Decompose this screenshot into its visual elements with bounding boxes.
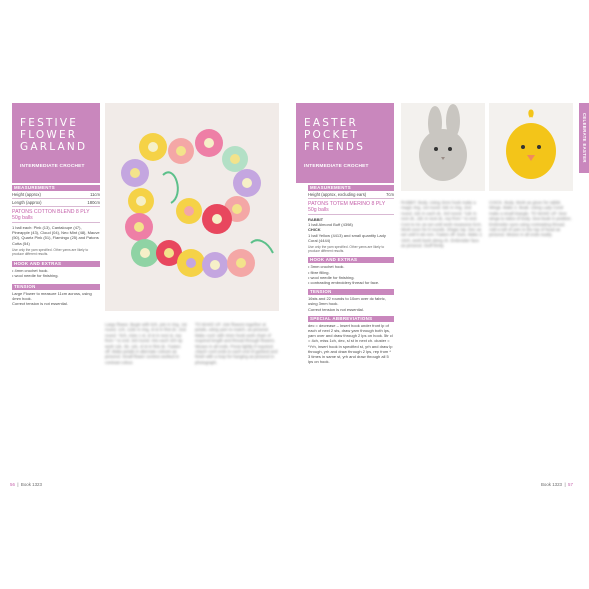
right-title-line-1: EASTER xyxy=(304,117,359,129)
left-needles-heading: HOOK AND EXTRAS xyxy=(12,261,100,267)
needle-text: 4mm crochet hook. xyxy=(14,268,49,274)
side-tab: CELEBRATE EASTER xyxy=(579,103,589,173)
rabbit-yarn: 1 ball Almond Buff (4398) xyxy=(308,222,353,228)
right-needle-item: • fibre filling. xyxy=(308,269,330,275)
rabbit-photo xyxy=(401,103,485,191)
right-tension-heading: TENSION xyxy=(308,289,394,295)
abbreviations-heading: SPECIAL ABBREVIATIONS xyxy=(308,316,394,322)
right-title-line-2: POCKET xyxy=(304,129,360,141)
rabbit-heading: RABBIT xyxy=(308,217,324,222)
left-pattern-column-1: Large flower. Begin with 5ch, join in ring. 1st round. 1ch, 12dc in ring, sl st in first dc. 2nd round. *3ch, miss 1 st, sl st in next st, rep from * to end. 3rd round. Into each 3ch sp work 1dc, 5tr, 1dc, sl st in first dc. Fasten off. Make petals in alternate colours as pictured. Small flower centres worked in contrast colour. xyxy=(105,322,187,365)
chick-photo xyxy=(489,103,573,191)
right-level-label: INTERMEDIATE CROCHET xyxy=(304,164,369,169)
left-info-column xyxy=(12,185,100,306)
right-info-column xyxy=(308,185,394,364)
right-needle-item: • 3mm crochet hook. xyxy=(308,264,345,270)
right-needles-heading: HOOK AND EXTRAS xyxy=(308,257,394,263)
chick-yarn: 1 ball Yellow (4413) and small quantity Lady Coral (4444) xyxy=(308,232,386,243)
needle-text: wool needle for finishing. xyxy=(310,274,355,280)
right-measure-row xyxy=(308,191,394,199)
right-tension-text: 16sts and 22 rounds to 10cm over dc fabric, using 3mm hook. xyxy=(308,296,386,307)
left-title-line-1: FESTIVE xyxy=(20,117,79,129)
left-title-line-2: FLOWER xyxy=(20,129,78,141)
right-tension-note: Correct tension is not essential. xyxy=(308,306,364,312)
needle-text: 3mm crochet hook. xyxy=(310,264,345,270)
left-measurements-heading: MEASUREMENTS xyxy=(12,185,100,191)
rabbit-illustration xyxy=(401,103,485,191)
measure-label: Height (approx) xyxy=(12,192,41,197)
right-title-block xyxy=(296,103,394,183)
left-needle-item: • 4mm crochet hook. xyxy=(12,268,49,274)
left-book-label: Book 1323 xyxy=(20,482,42,487)
garland-flowers xyxy=(121,129,261,278)
right-footer: Book 1323 | 57 xyxy=(541,482,573,487)
measure-label: Length (approx) xyxy=(12,200,42,205)
garland-illustration xyxy=(105,103,279,311)
left-tension-heading: TENSION xyxy=(12,284,100,290)
chick-heading: CHICK xyxy=(308,227,321,233)
left-yarn-weight: 50g balls xyxy=(12,215,100,223)
chick-illustration xyxy=(489,103,573,191)
left-yarn-note: Use only the yarn specified. Other yarns are likely to produce different results. xyxy=(12,247,89,257)
left-page-number: 56 xyxy=(10,482,15,487)
left-measure-row xyxy=(12,191,100,199)
garland-photo xyxy=(105,103,279,311)
right-pattern-column-1: RABBIT. Body. Using 3mm hook make a magic ring. 1st round. 6dc in ring. 2nd round. 2dc in each dc. 3rd round. *1dc in next dc, 2dc in next dc, rep from * to end. Cont to inc as set until work measures 5cm. Work even for 8 rounds. Shape top. Dec as set until 6 sts rem. Fasten off. Ears. Make 2. 10ch, work back along ch. Embroider face as pictured. Stuff firmly. xyxy=(401,200,483,249)
measure-label: Height (approx, excluding ears) xyxy=(308,192,367,197)
right-pattern-column-2: CHICK. Body. Work as given for rabbit. Wings. Make 2. Beak. Using Lady Coral make a small triangle. TO MAKE UP. Sew wings to sides of body. Sew beak in position. Embroider eyes using contrasting thread. Add a tuft of yarn to the top of head as pictured. Weave in all ends neatly. xyxy=(489,200,572,238)
needle-text: contrasting embroidery thread for face. xyxy=(310,280,380,286)
right-measurements-heading: MEASUREMENTS xyxy=(308,185,394,191)
left-tension-text: Large Flower to measure 11cm across, using 4mm hook. xyxy=(12,290,92,301)
right-needle-item: • contrasting embroidery thread for face. xyxy=(308,280,380,286)
abbreviations-text: dec = decrease – Insert hook under front lp of each of next 2 sts, draw yarn through both lps, yarn over and draw through 2 lps on hook. 5tr cl = 4ch, miss 1ch, dec, sl st in next ch. cluster = *Yrh, insert hook in specified st, yrh and draw lp through, yrh and draw through 2 lps, rep from * 3 times in same st, yrh and draw through all 5 lps on hook. xyxy=(308,322,393,365)
needle-text: fibre filling. xyxy=(310,269,330,275)
right-yarn-name: PATONS TOTEM MERINO 8 PLY xyxy=(308,201,386,207)
left-yarn-description: 1 ball each: Pink (13), Cantaloupe (47), Pineapple (43), Cloud (04), Neo Mint (48), Mauve (50), Quartz Pink (51), Flamingo (25) and Patons Cotta (54) xyxy=(12,225,100,246)
left-title-block xyxy=(12,103,100,183)
left-tension-note: Correct tension is not essential. xyxy=(12,301,68,307)
right-title-line-3: FRIENDS xyxy=(304,141,366,153)
needle-text: wool needle for finishing. xyxy=(14,273,59,279)
right-needle-item: • wool needle for finishing. xyxy=(308,274,355,280)
left-pattern-column-2: TO MAKE UP. Join flowers together at petals, using yarn to match, as pictured. Make cord: with 4mm hook work chain of required length and thread through flowers. Weave in all ends. Press lightly if required. Attach cord ends to each end of garland and finish with a loop for hanging as pictured in photograph. xyxy=(195,322,278,365)
left-yarn-name: PATONS COTTON BLEND 8 PLY xyxy=(12,209,90,215)
left-footer: 56 | Book 1323 xyxy=(10,482,42,487)
right-page-number: 57 xyxy=(568,482,573,487)
measure-value: 11cm xyxy=(90,192,100,197)
right-book-label: Book 1323 xyxy=(541,482,562,487)
measure-value: 7cm xyxy=(386,192,394,197)
right-yarn-weight: 50g balls xyxy=(308,207,394,215)
left-needle-item: • wool needle for finishing. xyxy=(12,273,59,279)
left-title-line-3: GARLAND xyxy=(20,141,88,153)
left-level-label: INTERMEDIATE CROCHET xyxy=(20,164,85,169)
right-yarn-note: Use only the yarn specified. Other yarns are likely to produce different results. xyxy=(308,245,385,254)
measure-value: 180cm xyxy=(87,200,100,205)
left-measure-row xyxy=(12,199,100,207)
